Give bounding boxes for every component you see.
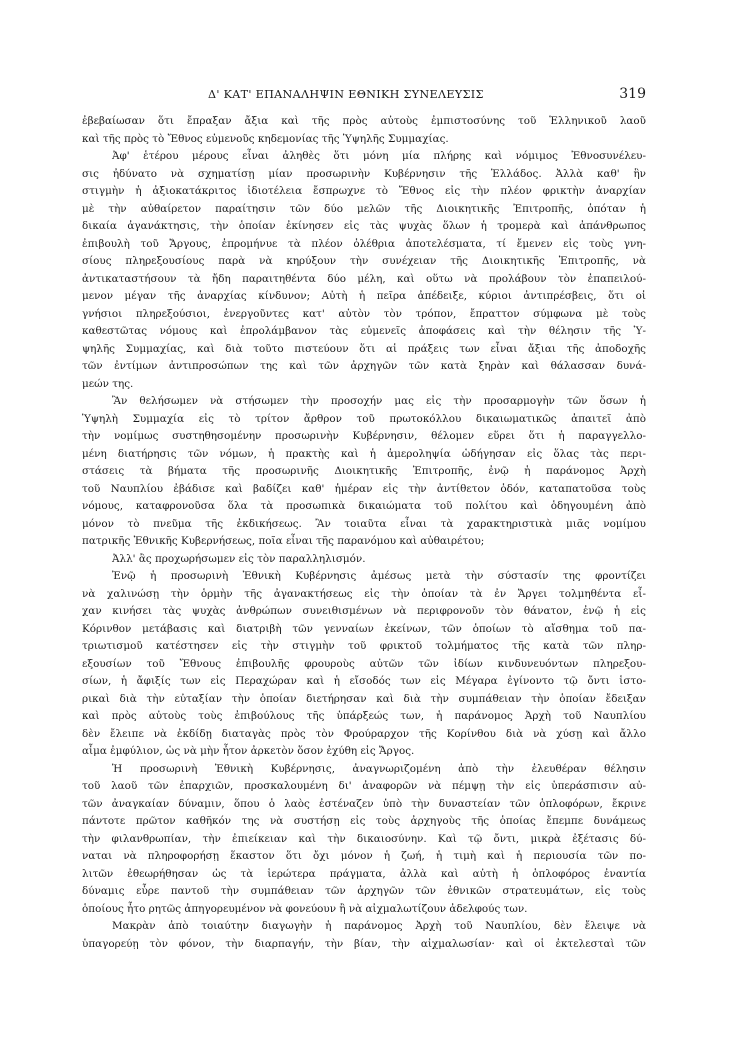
text-line: σίων, ἡ ἄφιξίς των εἰς Περαχώραν καὶ ἡ εἴσοδός των εἰς Μέγαρα ἐγίνοντο τῷ ὄντι ἱστο- (82, 675, 646, 687)
text-line: ὑπαγορεύῃ τὸν φόνον, τὴν διαρπαγήν, τὴν βίαν, τὴν αἰχμαλωσίαν· καὶ οἱ ἐκτελεσταὶ τῶν (82, 937, 646, 950)
paragraph (82, 551, 646, 569)
text-line: σίους πληρεξουσίους παρὰ νὰ κηρύξουν τὴν συνέχειαν τῆς Διοικητικῆς Ἐπιτροπῆς, νὰ (82, 255, 646, 267)
text-line: ναται νὰ πληροφορήσῃ ἕκαστον ὅτι ὄχι μόνον ἡ ζωή, ἡ τιμὴ καὶ ἡ περιουσία τῶν πο- (82, 850, 646, 862)
text-line: τριωτισμοῦ κατέστησεν εἰς τὴν στιγμὴν τοῦ φρικτοῦ τολμήματος τῆς κατὰ τῶν πληρ- (82, 640, 646, 652)
text-line: σις ἠδύνατο νὰ σχηματίσῃ μίαν προσωρινὴν Κυβέρνησιν τῆς Ἑλλάδος. Ἀλλὰ καθ' ἣν (82, 167, 646, 180)
text-line: καὶ τῆς πρὸς τὸ Ἔθνος εὐμενοῦς κηδεμονίας τῆς Ὑψηλῆς Συμμαχίας. (82, 132, 449, 145)
text-line: καὶ πρὸς αὐτοὺς τοὺς ἐπιβούλους τῆς ὑπάρξεώς των, ἡ παράνομος Ἀρχὴ τοῦ Ναυπλίου (82, 710, 646, 722)
text-line: Μακρὰν ἀπὸ τοιαύτην διαγωγὴν ἡ παράνομος Ἀρχὴ τοῦ Ναυπλίου, δὲν ἔλειψε νὰ (112, 920, 646, 932)
text-line: Ἀλλ' ἂς προχωρήσωμεν εἰς τὸν παραλληλισμόν. (112, 552, 366, 565)
text-line: τὴν φιλανθρωπίαν, τὴν ἐπιείκειαν καὶ τὴν δικαιοσύνην. Καὶ τῷ ὄντι, μικρὰ ἐξέτασις δύ- (82, 832, 646, 845)
text-line: καθεστῶτας νόμους καὶ ἐπρολάμβανον τὰς εὐμενεῖς ἀποφάσεις καὶ τὴν θέλησιν τῆς Ὑ- (82, 325, 646, 337)
text-line: πάντοτε πρῶτον καθῆκόν της νὰ συστήσῃ εἰς τοὺς ἀρχηγοὺς τῆς ὁποίας ἔπεμπε δυνάμεως (82, 815, 646, 827)
text-line: Ἡ προσωρινὴ Ἐθνικὴ Κυβέρνησις, ἀναγνωριζομένη ἀπὸ τὴν ἐλευθέραν θέλησιν (112, 762, 646, 775)
page-number: 319 (619, 86, 646, 102)
text-line: χαν κινήσει τὰς ψυχὰς ἀνθρώπων συνειθισμένων νὰ περιφρονοῦν τὸν θάνατον, ἐνῷ ἡ εἰς (82, 605, 646, 617)
text-line: δὲν ἔλειπε νὰ ἐκδίδῃ διαταγὰς πρὸς τὸν Φρούραρχον τῆς Κορίνθου διὰ νὰ χύσῃ καὶ ἄλλο (82, 727, 646, 740)
text-line: ὁποίους ἦτο ρητῶς ἀπηγορευμένον νὰ φονεύουν ἢ νὰ αἰχμαλωτίζουν ἀδελφούς των. (82, 902, 528, 915)
paragraph (82, 393, 646, 551)
body-text (82, 113, 646, 953)
paragraph (82, 918, 646, 953)
running-head: Δ' ΚΑΤ' ΕΠΑΝΑΛΗΨΙΝ ΕΘΝΙΚΗ ΣΥΝΕΛΕΥΣΙΣ (208, 88, 484, 101)
text-line: μεών της. (82, 377, 134, 390)
text-line: μενον μέγαν τῆς ἀναρχίας κίνδυνον; Αὐτὴ ἡ πεῖρα ἀπέδειξε, κύριοι ἀντιπρέσβεις, ὅτι οἱ (82, 290, 646, 302)
text-line: μόνον τὸ πνεῦμα τῆς ἐκδικήσεως. Ἂν τοιαῦτα εἶναι τὰ χαρακτηριστικὰ μιᾶς νομίμου (82, 517, 646, 530)
text-line: δύναμις εὗρε παντοῦ τὴν συμπάθειαν τῶν ἀρχηγῶν τῶν ἐθνικῶν στρατευμάτων, εἰς τοὺς (82, 885, 646, 897)
text-line: τὴν νομίμως συστηθησομένην προσωρινὴν Κυβέρνησιν, θέλομεν εὕρει ὅτι ἡ παραγγελλο- (82, 430, 646, 442)
text-line: ἐπιβουλὴ τοῦ Ἄργους, ἐπρομήνυε τὰ πλέον ὀλέθρια ἀποτελέσματα, τί ἔμενεν εἰς τοὺς γνη- (82, 237, 646, 250)
text-line: Ἀφ' ἑτέρου μέρους εἶναι ἀληθὲς ὅτι μόνη μία πλήρης καὶ νόμιμος Ἐθνοσυνέλευ- (112, 150, 646, 162)
text-line: αἷμα ἐμφύλιον, ὡς νὰ μὴν ἦτον ἀρκετὸν ὅσον ἐχύθη εἰς Ἄργος. (82, 745, 415, 757)
text-line: Ἂν θελήσωμεν νὰ στήσωμεν τὴν προσοχήν μας εἰς τὴν προσαρμογὴν τῶν ὅσων ἡ (112, 395, 646, 407)
text-line: εξουσίων τοῦ Ἔθνους ἐπιβουλῆς φρουροὺς αὐτῶν τῶν ἰδίων κινδυνευόντων πληρεξου- (82, 657, 646, 670)
text-line: λιτῶν ἐθεωρήθησαν ὡς τὰ ἱερώτερα πράγματα, ἀλλὰ καὶ αὐτὴ ἡ ὁπλοφόρος ἐναντία (82, 867, 646, 880)
text-line: γνήσιοι πληρεξούσιοι, ἐνεργοῦντες κατ' αὐτὸν τὸν τρόπον, ἔπραττον σύμφωνα μὲ τοὺς (82, 307, 646, 320)
text-line: νόμους, καταφρονοῦσα ὅλα τὰ προσωπικὰ δικαιώματα τοῦ πολίτου καὶ ὁδηγουμένη ἀπὸ (82, 500, 646, 512)
text-line: Κόρινθον μετάβασις καὶ διατριβὴ τῶν γενναίων ἐκείνων, τῶν ὁποίων τὸ αἴσθημα τοῦ πα- (82, 622, 646, 635)
text-line: Ἐνῷ ἡ προσωρινὴ Ἐθνικὴ Κυβέρνησις ἀμέσως μετὰ τὴν σύστασίν της φροντίζει (112, 570, 646, 582)
paragraph (82, 148, 646, 393)
text-line: Ὑψηλὴ Συμμαχία εἰς τὸ τρίτον ἄρθρον τοῦ πρωτοκόλλου δικαιωματικῶς ἀπαιτεῖ ἀπὸ (82, 412, 646, 425)
text-line: στιγμὴν ἡ ἀξιοκατάκριτος ἰδιοτέλεια ἔσπρωχνε τὸ Ἔθνος εἰς τὴν πλέον φρικτὴν ἀναρχίαν (82, 185, 646, 197)
text-line: τῶν ἀναγκαίαν δύναμιν, ὅπου ὁ λαὸς ἐστέναζεν ὑπὸ τὴν δυναστείαν τῶν ὁπλοφόρων, ἔκρινε (82, 797, 646, 810)
text-line: πατρικῆς Ἐθνικῆς Κυβερνήσεως, ποῖα εἶναι τῆς παρανόμου καὶ αὐθαιρέτου; (82, 535, 485, 547)
text-line: τοῦ λαοῦ τῶν ἐπαρχιῶν, προσκαλουμένη δι' ἀναφορῶν νὰ πέμψῃ τὴν εἰς ὑπεράσπισιν αὐ- (82, 780, 646, 792)
page-header (82, 86, 646, 106)
text-line: δικαία ἀγανάκτησις, τὴν ὁποίαν ἐκίνησεν εἰς τὰς ψυχὰς ὅλων ἡ τρομερὰ καὶ ἀπάνθρωπος (82, 220, 646, 232)
paragraph (82, 568, 646, 761)
paragraph (82, 761, 646, 919)
text-line: τοῦ Ναυπλίου ἐβάδισε καὶ βαδίζει καθ' ἡμέραν εἰς τὴν ἀντίθετον ὁδόν, καταπατοῦσα τοὺς (82, 482, 646, 495)
text-line: ἀντικαταστήσουν τὰ ἤδη παραιτηθέντα δύο μέλη, καὶ οὕτω νὰ προλάβουν τὸν ἐπαπειλού- (82, 272, 646, 285)
text-line: ἐβεβαίωσαν ὅτι ἔπραξαν ἄξια καὶ τῆς πρὸς αὐτοὺς ἐμπιστοσύνης τοῦ Ἑλληνικοῦ λαοῦ (82, 115, 646, 127)
text-line: ψηλῆς Συμμαχίας, καὶ διὰ τοῦτο πιστεύουν ὅτι αἱ πράξεις των εἶναι ἄξιαι τῆς ἀποδοχῆς (82, 342, 646, 355)
paragraph (82, 113, 646, 148)
text-line: στάσεις τὰ βήματα τῆς προσωρινῆς Διοικητικῆς Ἐπιτροπῆς, ἐνῷ ἡ παράνομος Ἀρχὴ (82, 465, 646, 477)
text-line: μένη διατήρησις τῶν νόμων, ἡ πρακτὴς καὶ ἡ ἀμεροληψία ὡδήγησαν εἰς ὅλας τὰς περι- (82, 447, 646, 460)
text-line: ρικαὶ διὰ τὴν εὐταξίαν τὴν ὁποίαν διετήρησαν καὶ διὰ τὴν συμπάθειαν τὴν ὁποίαν ἔδειξαν (82, 692, 646, 705)
text-line: μὲ τὴν αὐθαίρετον παραίτησιν τῶν δύο μελῶν τῆς Διοικητικῆς Ἐπιτροπῆς, ὁπόταν ἡ (82, 202, 646, 215)
text-line: τῶν ἐντίμων ἀντιπροσώπων της καὶ τῶν ἀρχηγῶν τῶν κατὰ ξηρὰν καὶ θάλασσαν δυνά- (82, 360, 646, 372)
text-line: νὰ χαλινώσῃ τὴν ὁρμὴν τῆς ἀγανακτήσεως εἰς τὴν ὁποίαν τὰ ἐν Ἄργει τολμηθέντα εἶ- (82, 587, 646, 600)
